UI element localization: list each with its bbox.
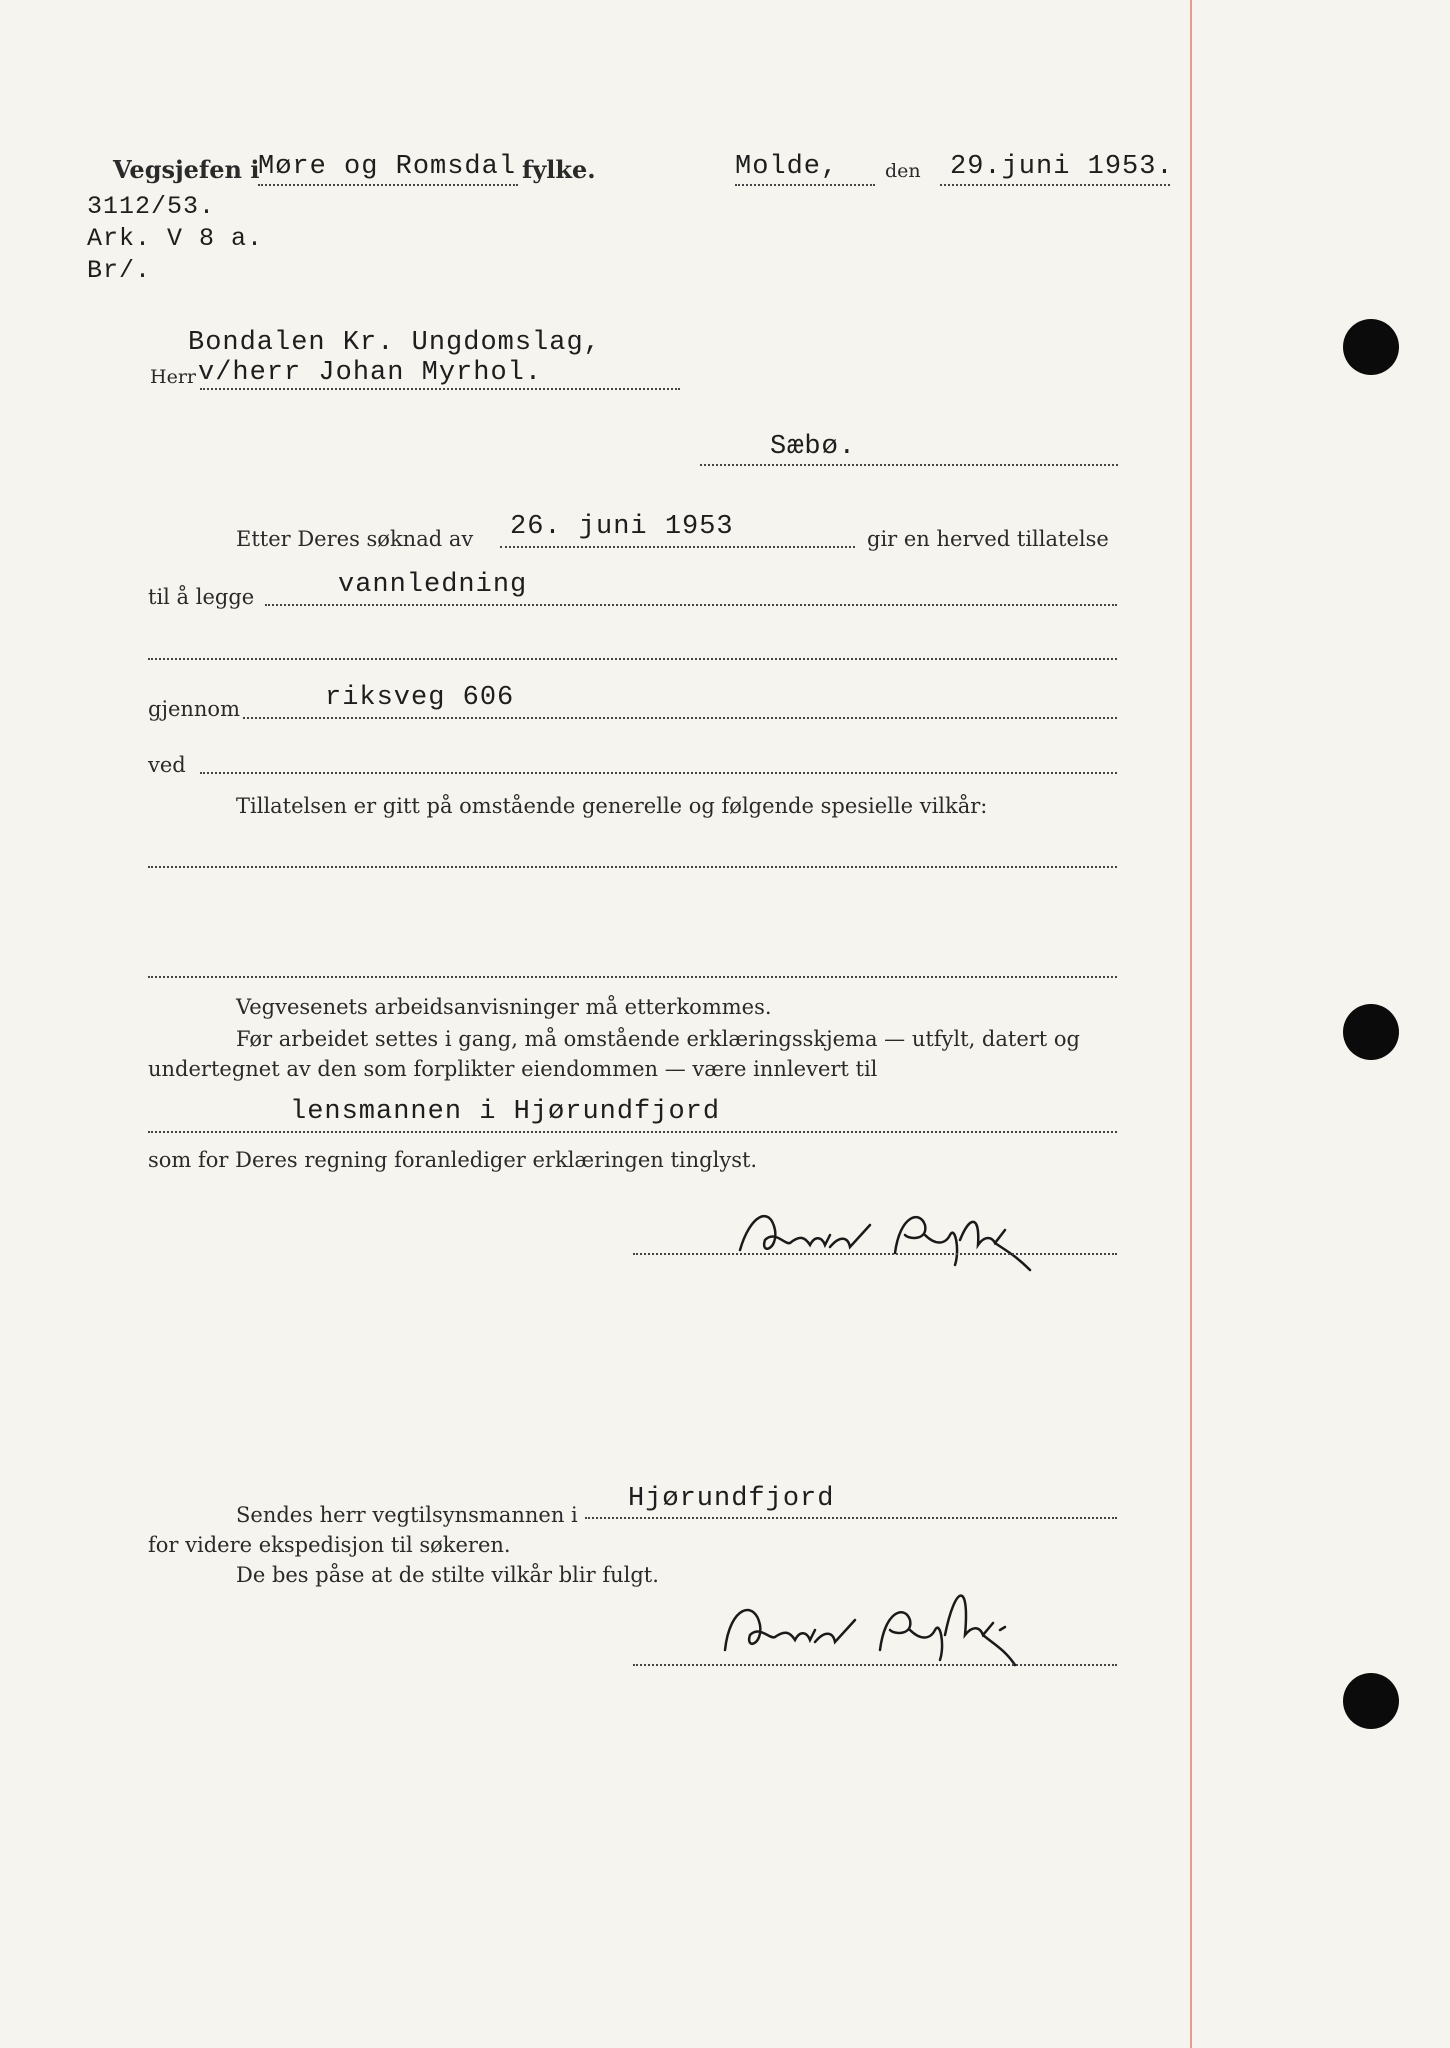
initials: Br/. xyxy=(87,256,152,285)
inspector-district: Hjørundfjord xyxy=(628,1484,835,1514)
punch-hole-middle xyxy=(1343,1004,1399,1060)
application-dotted-line xyxy=(500,546,855,548)
county-dotted-line xyxy=(258,184,518,186)
letter-date: 29.juni 1953. xyxy=(950,152,1174,182)
forward-line-1: Sendes herr vegtilsynsmannen i xyxy=(236,1503,578,1527)
through-label: gjennom xyxy=(148,697,240,721)
district-dotted-line xyxy=(585,1517,1117,1519)
signature-2 xyxy=(715,1575,1055,1675)
instruction-line-3: undertegnet av den som forplikter eiendommen — være innlevert til xyxy=(148,1057,878,1081)
signature-1 xyxy=(730,1195,1070,1275)
date-dotted-line xyxy=(940,184,1170,186)
margin-rule xyxy=(1190,0,1192,2048)
archive-code: Ark. V 8 a. xyxy=(87,224,264,253)
at-dotted-line xyxy=(200,772,1117,774)
addressee-place: Sæbø. xyxy=(770,432,857,462)
office-label: Vegsjefen i xyxy=(113,155,260,184)
addressee-line-1: Bondalen Kr. Ungdomslag, xyxy=(188,328,601,358)
recipient-dotted-line xyxy=(148,1131,1117,1133)
punch-hole-bottom xyxy=(1343,1673,1399,1729)
conditions-line-1 xyxy=(148,866,1117,868)
conditions-text: Tillatelsen er gitt på omstående generelle og følgende spesielle vilkår: xyxy=(236,794,988,818)
forward-line-3: De bes påse at de stilte vilkår blir fulgt. xyxy=(236,1563,659,1587)
signature-1-line xyxy=(633,1253,1117,1255)
pipeline-type: vannledning xyxy=(338,570,528,600)
signature-2-line xyxy=(633,1664,1117,1666)
lay-label: til å legge xyxy=(148,585,255,609)
forward-line-2: for videre ekspedisjon til søkeren. xyxy=(148,1533,511,1557)
at-label: ved xyxy=(148,753,186,777)
punch-hole-top xyxy=(1343,319,1399,375)
instruction-line-2: Før arbeidet settes i gang, må omstående erklæringsskjema — utfylt, datert og xyxy=(236,1027,1080,1051)
instruction-line-4: som for Deres regning foranlediger erklæringen tinglyst. xyxy=(148,1148,758,1172)
herr-label: Herr xyxy=(150,366,196,388)
application-date: 26. juni 1953 xyxy=(510,512,734,542)
den-label: den xyxy=(885,160,921,182)
county-name: Møre og Romsdal xyxy=(258,152,517,182)
fylke-label: fylke. xyxy=(522,155,596,184)
place-name: Molde, xyxy=(735,152,839,182)
road-name: riksveg 606 xyxy=(325,683,515,713)
place-dotted-line xyxy=(735,184,875,186)
conditions-line-2 xyxy=(148,976,1117,978)
addressee-dotted-line xyxy=(200,388,680,390)
application-label: Etter Deres søknad av xyxy=(236,527,474,551)
through-dotted-line xyxy=(243,717,1117,719)
lay-dotted-line-2 xyxy=(148,658,1117,660)
place-line xyxy=(700,464,1118,466)
instruction-line-1: Vegvesenets arbeidsanvisninger må etterkommes. xyxy=(236,995,772,1019)
lay-dotted-line xyxy=(265,604,1117,606)
recipient-office: lensmannen i Hjørundfjord xyxy=(290,1097,721,1127)
reference-number: 3112/53. xyxy=(87,192,216,221)
permission-label: gir en herved tillatelse xyxy=(867,527,1109,551)
addressee-line-2: v/herr Johan Myrhol. xyxy=(198,358,543,388)
